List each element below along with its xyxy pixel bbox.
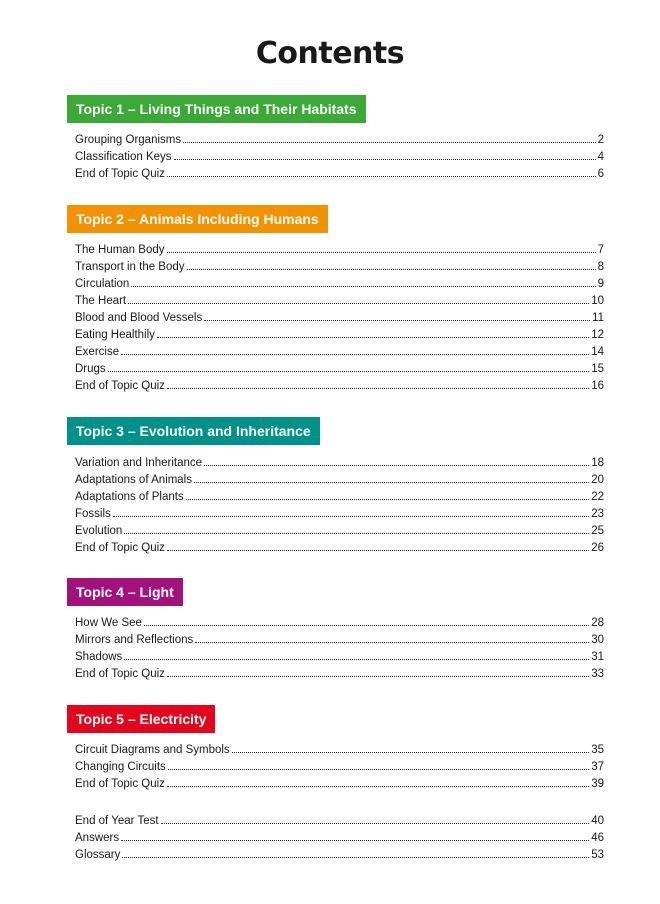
topic-3-list — [75, 454, 604, 556]
toc-entry[interactable] — [75, 275, 604, 292]
page-number: 28 — [591, 617, 604, 629]
toc-entry[interactable] — [75, 812, 604, 829]
entry-label: Blood and Blood Vessels — [75, 312, 203, 324]
page-number: 7 — [597, 244, 604, 256]
toc-entry[interactable] — [75, 377, 604, 394]
page-number: 25 — [591, 525, 604, 537]
dot-leader — [144, 614, 589, 626]
topic-1-header[interactable]: Topic 1 – Living Things and Their Habitats — [67, 95, 366, 123]
page-number: 46 — [591, 832, 604, 844]
dot-leader — [122, 846, 589, 858]
entry-label: The Heart — [75, 295, 127, 307]
dot-leader — [167, 539, 589, 551]
toc-entry[interactable] — [75, 292, 604, 309]
dot-leader — [167, 775, 589, 787]
entry-label: Exercise — [75, 346, 120, 358]
toc-entry[interactable] — [75, 488, 604, 505]
page-number: 14 — [591, 346, 604, 358]
topic-1-list — [75, 131, 604, 182]
dot-leader — [131, 275, 595, 287]
page-number: 23 — [591, 508, 604, 520]
entry-label: Changing Circuits — [75, 761, 166, 773]
entry-label: The Human Body — [75, 244, 165, 256]
toc-entry[interactable] — [75, 258, 604, 275]
entry-label: Drugs — [75, 363, 106, 375]
dot-leader — [183, 131, 595, 143]
entry-label: Eating Healthily — [75, 329, 155, 341]
toc-entry[interactable] — [75, 326, 604, 343]
toc-entry[interactable] — [75, 614, 604, 631]
page-number: 33 — [591, 668, 604, 680]
entry-label: End of Topic Quiz — [75, 380, 165, 392]
entry-label: Variation and Inheritance — [75, 457, 203, 469]
page-number: 18 — [591, 457, 604, 469]
toc-entry[interactable] — [75, 454, 604, 471]
entry-label: End of Year Test — [75, 815, 159, 827]
page-number: 6 — [597, 168, 604, 180]
toc-entry[interactable] — [75, 471, 604, 488]
page-number: 39 — [591, 778, 604, 790]
page-number: 9 — [597, 278, 604, 290]
entry-label: End of Topic Quiz — [75, 668, 165, 680]
toc-entry[interactable] — [75, 539, 604, 556]
entry-label: End of Topic Quiz — [75, 778, 165, 790]
toc-entry[interactable] — [75, 505, 604, 522]
dot-leader — [167, 665, 589, 677]
toc-entry[interactable] — [75, 631, 604, 648]
dot-leader — [121, 829, 589, 841]
topic-5-header[interactable]: Topic 5 – Electricity — [67, 705, 215, 733]
entry-label: End of Topic Quiz — [75, 168, 165, 180]
dot-leader — [167, 241, 596, 253]
entry-label: Adaptations of Animals — [75, 474, 192, 486]
toc-entry[interactable] — [75, 165, 604, 182]
dot-leader — [204, 309, 590, 321]
entry-label: Mirrors and Reflections — [75, 634, 194, 646]
dot-leader — [167, 377, 589, 389]
dot-leader — [121, 343, 589, 355]
toc-entry[interactable] — [75, 741, 604, 758]
toc-entry[interactable] — [75, 148, 604, 165]
page-number: 11 — [592, 312, 604, 324]
page-number: 35 — [591, 744, 604, 756]
dot-leader — [167, 165, 596, 177]
topic-4-header[interactable]: Topic 4 – Light — [67, 578, 183, 606]
page-number: 53 — [591, 849, 604, 861]
dot-leader — [195, 631, 589, 643]
dot-leader — [113, 505, 589, 517]
page-number: 20 — [591, 474, 604, 486]
entry-label: How We See — [75, 617, 142, 629]
topic-2-list — [75, 241, 604, 394]
entry-label: End of Topic Quiz — [75, 542, 165, 554]
dot-leader — [124, 522, 589, 534]
entry-label: Glossary — [75, 849, 121, 861]
entry-label: Grouping Organisms — [75, 134, 182, 146]
page-number: 40 — [591, 815, 604, 827]
entry-label: Circuit Diagrams and Symbols — [75, 744, 230, 756]
page-number: 26 — [591, 542, 604, 554]
topic-2-header[interactable]: Topic 2 – Animals Including Humans — [67, 205, 328, 233]
toc-entry[interactable] — [75, 775, 604, 792]
page-number: 16 — [591, 380, 604, 392]
entry-label: Fossils — [75, 508, 111, 520]
page-number: 8 — [597, 261, 604, 273]
entry-label: Answers — [75, 832, 120, 844]
dot-leader — [174, 148, 596, 160]
dot-leader — [128, 292, 589, 304]
page-number: 37 — [591, 761, 604, 773]
page-number: 22 — [591, 491, 604, 503]
topic-5-list — [75, 741, 604, 792]
dot-leader — [168, 758, 589, 770]
toc-entry[interactable] — [75, 648, 604, 665]
page-number: 12 — [591, 329, 604, 341]
topic-4-list — [75, 614, 604, 682]
dot-leader — [124, 648, 589, 660]
dot-leader — [187, 258, 596, 270]
page-title: Contents — [255, 36, 405, 71]
entry-label: Evolution — [75, 525, 123, 537]
page-number: 31 — [591, 651, 604, 663]
page-number: 4 — [597, 151, 604, 163]
dot-leader — [186, 488, 590, 500]
toc-entry[interactable] — [75, 131, 604, 148]
dot-leader — [108, 360, 590, 372]
page-number: 2 — [597, 134, 604, 146]
toc-entry[interactable] — [75, 758, 604, 775]
toc-entry[interactable] — [75, 343, 604, 360]
toc-entry[interactable] — [75, 522, 604, 539]
topic-3-header[interactable]: Topic 3 – Evolution and Inheritance — [67, 417, 320, 445]
toc-entry[interactable] — [75, 360, 604, 377]
toc-entry[interactable] — [75, 829, 604, 846]
dot-leader — [194, 471, 589, 483]
entry-label: Shadows — [75, 651, 123, 663]
dot-leader — [232, 741, 590, 753]
dot-leader — [157, 326, 589, 338]
page-number: 10 — [591, 295, 604, 307]
dot-leader — [161, 812, 590, 824]
page-number: 30 — [591, 634, 604, 646]
toc-entry[interactable] — [75, 309, 604, 326]
entry-label: Classification Keys — [75, 151, 172, 163]
dot-leader — [204, 454, 589, 466]
end-matter-list — [75, 812, 604, 863]
toc-entry[interactable] — [75, 846, 604, 863]
page-number: 15 — [591, 363, 604, 375]
entry-label: Transport in the Body — [75, 261, 185, 273]
entry-label: Circulation — [75, 278, 130, 290]
toc-entry[interactable] — [75, 665, 604, 682]
entry-label: Adaptations of Plants — [75, 491, 184, 503]
toc-entry[interactable] — [75, 241, 604, 258]
